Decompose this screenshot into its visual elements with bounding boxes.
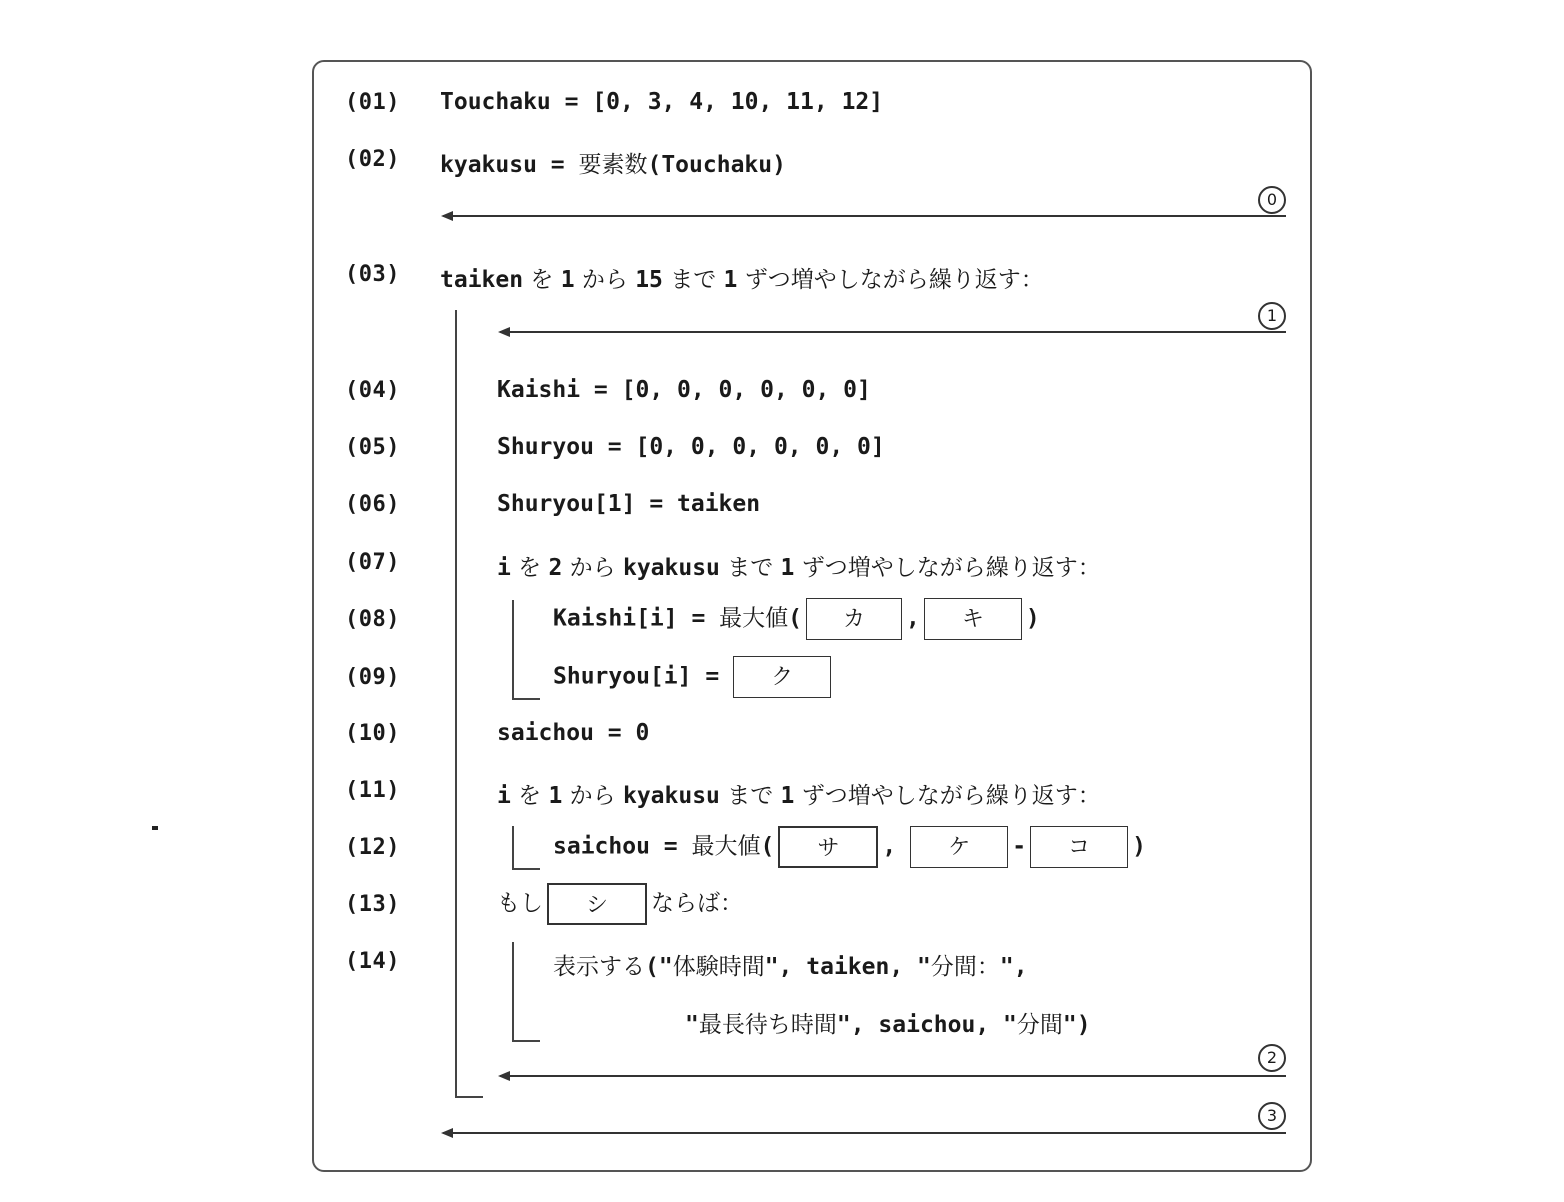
loop-bar-outer-end [455,1096,483,1098]
insert-arrow-2 [500,1075,1286,1077]
code-line-14: 表示する("体験時間", taiken, "分間：", [553,954,1028,980]
code-line-03: taiken を 1 から 15 まで 1 ずつ増やしながら繰り返す： [440,267,1044,293]
insert-arrow-1 [500,331,1286,333]
blank-shi: シ [547,883,647,925]
line-number: (11) [345,778,400,803]
marker-2: 2 [1258,1044,1286,1072]
blank-ku: ク [733,656,831,698]
line-number: (05) [345,435,400,460]
insert-arrow-3 [443,1132,1286,1134]
line-number: (01) [345,90,400,115]
line-number: (02) [345,147,400,172]
loop-bar-inner-2 [512,826,514,868]
code-line-10: saichou = 0 [497,720,650,746]
loop-bar-inner-1-end [512,698,540,700]
blank-ki: キ [924,598,1022,640]
code-line-12: saichou = 最大値( サ , ケ - コ ) [553,826,1146,868]
marker-3: 3 [1258,1102,1286,1130]
line-number: (13) [345,892,400,917]
code-line-02: kyakusu = 要素数(Touchaku) [440,152,786,178]
blank-ka: カ [806,598,902,640]
line-number: (08) [345,607,400,632]
marker-1: 1 [1258,302,1286,330]
blank-ko: コ [1030,826,1128,868]
line-number: (09) [345,665,400,690]
code-line-07: i を 2 から kyakusu まで 1 ずつ増やしながら繰り返す： [497,555,1101,581]
code-line-08: Kaishi[i] = 最大値( カ , キ ) [553,598,1040,640]
line-number: (04) [345,378,400,403]
loop-bar-inner-1 [512,600,514,698]
code-line-13: もし シ ならば： [497,883,743,925]
code-line-11: i を 1 から kyakusu まで 1 ずつ増やしながら繰り返す： [497,783,1101,809]
line-number: (10) [345,721,400,746]
loop-bar-outer [455,310,457,1096]
stray-mark [152,826,158,830]
if-bar-end [512,1040,540,1042]
code-line-09: Shuryou[i] = ク [553,656,835,698]
line-number: (03) [345,262,400,287]
if-bar [512,942,514,1040]
code-line-04: Kaishi = [0, 0, 0, 0, 0, 0] [497,377,871,403]
line-number: (12) [345,835,400,860]
code-line-06: Shuryou[1] = taiken [497,491,761,517]
code-line-01: Touchaku = [0, 3, 4, 10, 11, 12] [440,89,884,115]
code-line-14-cont: "最長待ち時間", saichou, "分間") [685,1012,1091,1038]
marker-0: 0 [1258,186,1286,214]
loop-bar-inner-2-end [512,868,540,870]
line-number: (06) [345,492,400,517]
insert-arrow-0 [443,215,1286,217]
blank-sa: サ [778,826,878,868]
blank-ke: ケ [910,826,1008,868]
code-line-05: Shuryou = [0, 0, 0, 0, 0, 0] [497,434,885,460]
line-number: (14) [345,949,400,974]
line-number: (07) [345,550,400,575]
